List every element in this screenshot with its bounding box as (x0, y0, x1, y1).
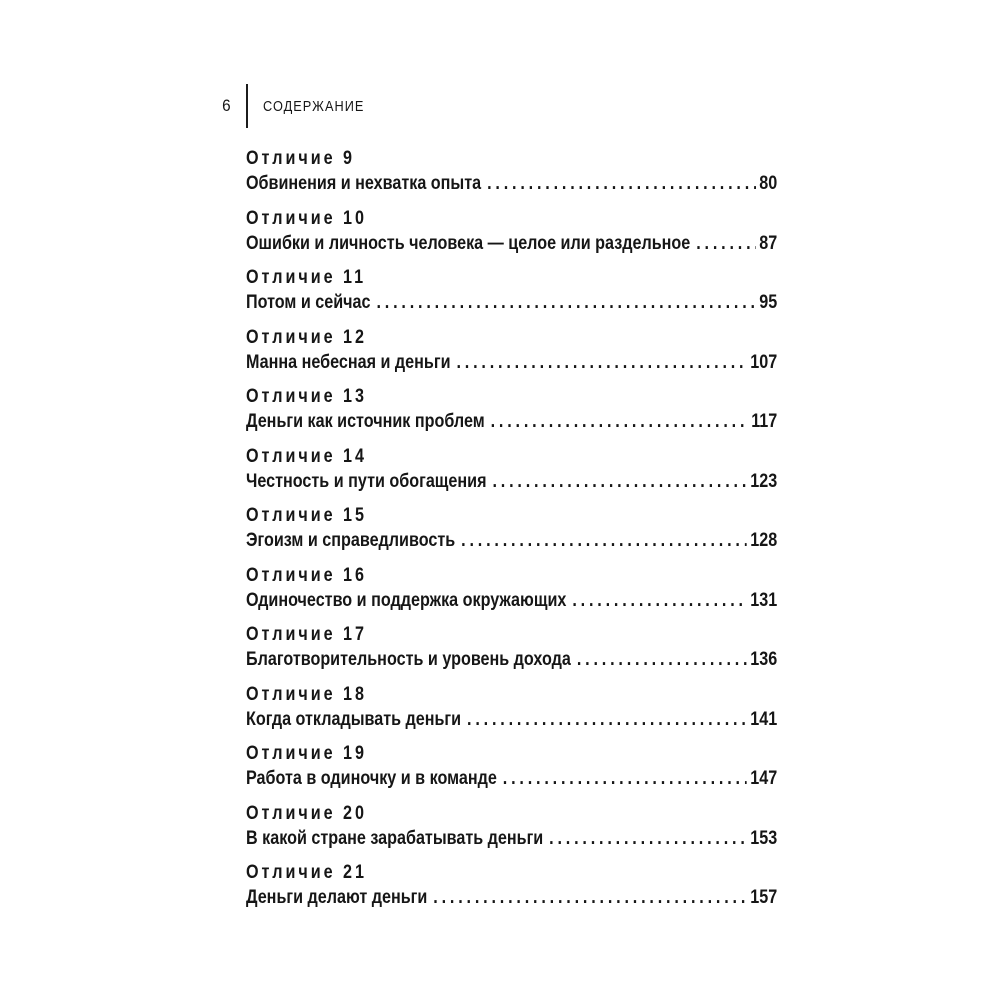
toc-entry-label: Отличие 17 (246, 624, 367, 645)
toc-entry-line (246, 647, 777, 672)
dot-leader (572, 588, 747, 613)
toc-entry (246, 563, 777, 613)
toc-entry-page: 147 (750, 768, 778, 789)
dot-leader (487, 171, 756, 196)
toc-entry-page: 117 (751, 411, 778, 432)
toc-entry-page: 136 (750, 649, 778, 670)
dot-leader (461, 528, 747, 553)
toc-entry (246, 444, 777, 494)
toc-entry-title: Манна небесная и деньги (246, 351, 451, 373)
toc-entry-title: Когда откладывать деньги (246, 708, 462, 730)
toc-entry-title: В какой стране зарабатывать деньги (246, 827, 544, 849)
toc-entry-title: Честность и пути обогащения (246, 470, 487, 492)
toc-entry-label: Отличие 15 (246, 505, 367, 526)
toc-entry-label: Отличие 16 (246, 564, 367, 586)
header-title: СОДЕРЖАНИЕ (262, 97, 364, 115)
toc-entry-label: Отличие 13 (246, 386, 367, 407)
toc-entry-page: 80 (759, 173, 778, 194)
toc-entry-page: 107 (750, 351, 778, 373)
toc-entry (246, 206, 777, 256)
toc-entry-page: 141 (750, 708, 778, 730)
toc-entry-label: Отличие 20 (246, 802, 367, 824)
dot-leader (549, 826, 747, 851)
toc-list (246, 146, 777, 920)
dot-leader (376, 290, 755, 315)
toc-entry-title: Работа в одиночку и в команде (246, 768, 497, 789)
dot-leader (696, 231, 756, 256)
toc-entry (246, 801, 777, 851)
header-divider (246, 84, 248, 128)
toc-entry (246, 503, 777, 553)
toc-entry-label: Отличие 10 (246, 207, 367, 229)
toc-entry-title: Обвинения и нехватка опыта (246, 173, 482, 194)
toc-entry (246, 325, 777, 375)
dot-leader (503, 766, 747, 791)
toc-entry-page: 153 (750, 827, 778, 849)
toc-entry-label: Отличие 19 (246, 743, 367, 764)
toc-entry-line (246, 231, 777, 256)
toc-entry (246, 265, 777, 315)
toc-entry (246, 860, 777, 910)
toc-entry-title: Благотворительность и уровень дохода (246, 649, 571, 670)
toc-entry-line (246, 409, 777, 434)
dot-leader (433, 885, 747, 910)
toc-entry (246, 682, 777, 732)
toc-entry-page: 95 (759, 292, 778, 313)
toc-entry-page: 87 (759, 232, 778, 254)
dot-leader (492, 469, 746, 494)
folio-page-number: 6 (222, 96, 231, 115)
toc-entry-line (246, 707, 777, 732)
toc-entry-line (246, 766, 777, 791)
toc-entry-label: Отличие 9 (246, 148, 355, 169)
toc-entry-line (246, 469, 777, 494)
toc-entry-title: Ошибки и личность человека — целое или раздельное (246, 232, 691, 254)
dot-leader (491, 409, 748, 434)
toc-entry-line (246, 171, 777, 196)
toc-entry-label: Отличие 14 (246, 445, 367, 467)
toc-entry-line (246, 885, 777, 910)
toc-entry-title: Деньги как источник проблем (246, 411, 485, 432)
toc-entry-page: 123 (750, 470, 778, 492)
toc-entry-title: Деньги делают деньги (246, 887, 428, 908)
toc-entry-line (246, 588, 777, 613)
toc-entry-line (246, 826, 777, 851)
toc-entry-title: Одиночество и поддержка окружающих (246, 589, 567, 611)
toc-entry-line (246, 290, 777, 315)
toc-entry-label: Отличие 11 (246, 267, 367, 288)
dot-leader (577, 647, 747, 672)
toc-entry-title: Потом и сейчас (246, 292, 371, 313)
toc-entry (246, 741, 777, 791)
toc-entry-page: 131 (750, 589, 778, 611)
toc-entry (246, 622, 777, 672)
toc-entry-label: Отличие 18 (246, 683, 367, 705)
dot-leader (467, 707, 747, 732)
toc-entry (246, 384, 777, 434)
toc-entry-page: 128 (750, 530, 778, 551)
toc-entry-line (246, 528, 777, 553)
toc-entry-label: Отличие 21 (246, 862, 367, 883)
toc-entry-label: Отличие 12 (246, 326, 367, 348)
toc-entry-page: 157 (750, 887, 778, 908)
toc-entry-title: Эгоизм и справедливость (246, 530, 456, 551)
toc-entry (246, 146, 777, 196)
page-header (221, 84, 382, 128)
toc-entry-line (246, 350, 777, 375)
dot-leader (456, 350, 746, 375)
